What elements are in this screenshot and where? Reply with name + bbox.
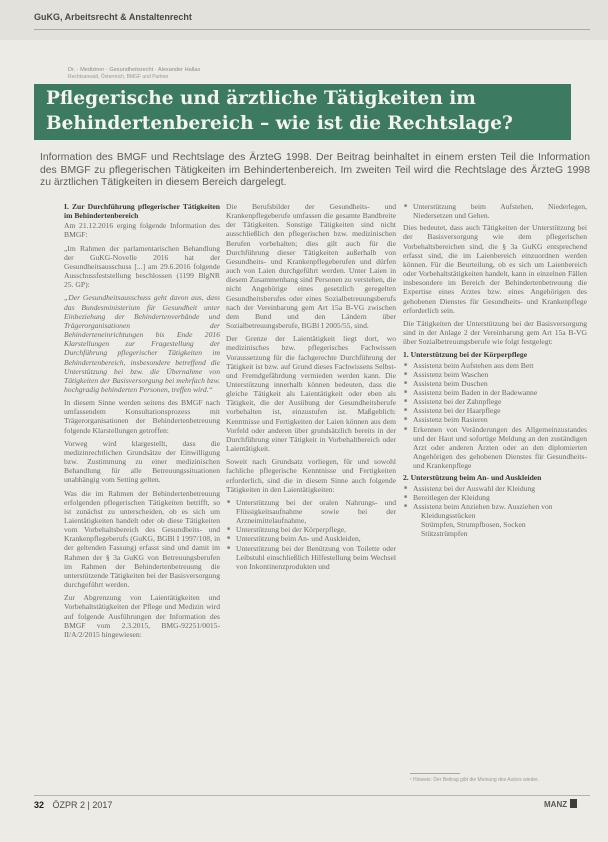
publisher-logo: [544, 799, 577, 809]
list-item: ■ Assistenz bei der Zahnpflege: [403, 397, 587, 406]
section-heading: I. Zur Durchführung pflegerischer Tätigkeiten im Behindertenbereich: [64, 202, 220, 221]
paragraph: Die Tätigkeiten der Unterstützung bei der Basisversorgung sind in der Anlage 2 der Vereinbarung gem Art 15a B-VG über Sozialbetreuungsberufe wie folgt festgelegt:: [403, 318, 587, 347]
bullet-list: [403, 361, 587, 471]
bullet-list: [403, 202, 587, 220]
text-column-3: [403, 202, 587, 541]
list-item: ■ Assistenz beim Anziehen bzw. Ausziehen von: [403, 502, 587, 511]
paragraph: Was die im Rahmen der Behindertenbetreuung erfolgenden pflegerischen Tätigkeiten betrifft, so ist zunächst zu unterscheiden, ob es sich um Laientätigkeiten handelt oder ob diese Tätigkeiten vom Vorbehaltsbereich des Gesundheits- und Krankenpflegeberufs (GuKG, BGBl I 1997/108, in der geltenden Fassung) erfasst sind und damit im Rahmen der § 3a GuKG von Betreuungsberufen im Rahmen der Behindertenbetreuung die unterstützende Tätigkeiten bei der Basisversorgung durchgeführt werden.: [64, 488, 220, 590]
paragraph: Der Grenze der Laientätigkeit liegt dort, wo medizinisches bzw. pflegerisches Fachwissen Voraussetzung für die fachgerechte Durchführung der Tätigkeit ist bzw. auf Grund dieses Fachwissens Selbst- und Fremdgefährdung vermieden werden kann. Die Unterstützung innerhalb können bedeuten, dass die gleiche Tätigkeit als Laientätigkeit oder eben als Tätigkeit, die der Ausübung der Gesundheitsberufe vorbehalten ist, einzustufen ist. Maßgeblich: Kenntnisse und Fertigkeiten der Laien können aus dem Vorfeld oder anderen über grundsätzlich bereits in der Durchführung einer Tätigkeit in Vorbehaltbereich oder Laientätigkeit.: [226, 334, 396, 454]
footnote-rule: [410, 773, 460, 774]
list-item: ■ Assistenz beim Duschen: [403, 379, 587, 388]
header-rule: [34, 29, 590, 30]
article-title-line-2: Behindertenbereich – wie ist die Rechtslage?: [46, 113, 513, 134]
footer-page-info: [34, 800, 112, 810]
paragraph: „Im Rahmen der parlamentarischen Behandlung der GuKG-Novelle 2016 hat der Gesundheitsausschuss [...] am 29.6.2016 folgende Ausschussfeststellung beschlossen (1199 BlgNR 25. GP):: [64, 243, 220, 290]
list-subitem: Kleidungsstücken: [421, 511, 476, 520]
paragraph: Zur Abgrenzung von Laientätigkeiten und Vorbehaltstätigkeiten der Pflege und Medizin wird auf folgende Ausführungen der Information des BMGF vom 2.3.2015, BMG-92251/0015-II/A/2/2015 hingewiesen:: [64, 593, 220, 639]
footer-rule: [34, 795, 590, 796]
list-item: ■ Assistenz bei der Haarpflege: [403, 406, 587, 415]
list-item: ■ Unterstützung beim An- und Auskleiden,: [226, 534, 396, 543]
author-affiliation: Rechtsanwalt, Österreich, BMGF und Partner: [68, 74, 169, 80]
bullet-list: [403, 484, 587, 539]
paragraph: In diesem Sinne werden seitens des BMGF nach umfassendem Konsultationsprozess mit Trägerorganisationen der Behindertenbetreuung folgende Klarstellungen getroffen:: [64, 398, 220, 435]
subsection-heading: 2. Unterstützung beim An- und Auskleiden: [403, 473, 542, 483]
list-item: ■ Assistenz beim Waschen: [403, 370, 587, 379]
list-item: ■ Assistenz beim Rasieren: [403, 415, 587, 424]
list-subitem: Strümpfen, Strumpfhosen, Socken: [421, 520, 526, 530]
publisher-mark-icon: [570, 799, 577, 808]
journal-issue: ÖZPR 2 | 2017: [52, 800, 113, 810]
page-number: 32: [34, 800, 45, 810]
text-column-1: [64, 202, 220, 643]
bullet-list: [226, 498, 396, 571]
list-item: ■ Assistenz beim Baden in der Badewanne: [403, 388, 587, 397]
paragraph: Dies bedeutet, dass auch Tätigkeiten der Unterstützung bei der Basisversorgung wie dem pflegerischen Vorbehaltsbereichen sind, die § 3a GuKG entsprechend erfasst sind, die im Laienbereich einzuordnen werden können. Für die Beurteilung, ob es sich um Laienbereich oder Vorbehaltstätigkeiten handelt, kann in einzelnen Fällen insbesondere im Bereich der Behindertenbetreuung die Expertise eines Arztes bzw. eines Angehörigen des gehobenen Dienstes für Gesundheits- und Krankenpflege erforderlich sein.: [403, 223, 587, 315]
list-item: ■ Erkennen von Veränderungen des Allgemeinzustandes und der Haut und sofortige Meldung an den zuständigen Arzt oder anderen Ärzten oder an den diplomierten Angehörigen des gehobenen Dienstes für Gesundheits- und Krankenpflege: [403, 425, 587, 471]
subsection-heading: 1. Unterstützung bei der Körperpflege: [403, 350, 528, 360]
list-item: ■ Unterstützung bei der oralen Nahrungs- und Flüssigkeitsaufnahme sowie bei der Arzneimittelaufnahme,: [226, 498, 396, 525]
list-subitem: Stützstrümpfen: [421, 529, 468, 539]
paragraph: Vorweg wird klargestellt, dass die medizinrechtlichen Grundsätze der Einwilligung bzw. Zustimmung zu einer medizinischen Behandlung für alle Betreuungssituationen unabhängig vom Setting gelten.: [64, 438, 220, 485]
section-label: GuKG, Arbeitsrecht & Anstaltenrecht: [34, 12, 192, 22]
list-item: ■ Unterstützung bei der Körperpflege,: [226, 525, 396, 534]
list-item: ■ Assistenz bei der Auswahl der Kleidung: [403, 484, 587, 493]
footnote: ¹ Hinweis: Der Beitrag gibt die Meinung des Autors wieder.: [410, 777, 539, 783]
list-item: ■ Unterstützung bei der Benützung von Toilette oder Leibstuhl einschließlich Hilfestellung beim Wechsel von Inkontinenzprodukten und: [226, 544, 396, 571]
list-item: ■ Bereitlegen der Kleidung: [403, 493, 587, 502]
author-byline: Dr. · Mediziner · Gesundheitsrecht · Alexander Hallas: [68, 67, 201, 73]
article-title-line-1: Pflegerische und ärztliche Tätigkeiten im: [46, 88, 476, 109]
publisher-name: MANZ: [544, 800, 568, 809]
list-item: ■ Assistenz beim Aufstehen aus dem Bett: [403, 361, 587, 370]
paragraph: Die Berufsbilder der Gesundheits- und Krankenpflegeberufe umfassen die gesamte Bandbreite der Tätigkeiten. Sonstige Tätigkeiten sind nicht ausschließlich den pflegerischen bzw. medizinischen Berufen vorbehalten; dies gilt auch für die Durchführung dieser Tätigkeiten außerhalb von Gesundheits- und Krankenpflegeberufen und dürfen auch von Laien durchgeführt werden. Unter Laien in diesem Zusammenhang sind Personen zu verstehen, die nicht Angehörige eines gesetzlich geregelten Gesundheitsberufes oder eines Sozialbetreuungsberufs nach der Vereinbarung gem Art 15a B-VG zwischen dem Bund und den Ländern über Sozialbetreuungsberufe, BGBl I 2005/55, sind.: [226, 202, 396, 331]
text-column-2: [226, 202, 396, 574]
article-title-bar: [34, 84, 571, 140]
paragraph: Am 21.12.2016 erging folgende Information des BMGF:: [64, 221, 220, 240]
article-lead: Information des BMGF und Rechtslage des ÄrzteG 1998. Der Beitrag beinhaltet in einem ersten Teil die Information des BMGF zu pflegerischen Tätigkeiten im Behindertenbereich. Im zweiten Teil wird die Rechtslage des ÄrzteG 1998 zu ärztlichen Tätigkeiten in diesem Bereich dargelegt.: [40, 152, 590, 189]
list-item: ■ Unterstützung beim Aufstehen, Niederlegen, Niedersetzen und Gehen.: [403, 202, 587, 220]
quoted-paragraph: „Der Gesundheitsausschuss geht davon aus, dass das Bundesministerium für Gesundheit unter Einbeziehung der Behindertenverbände und Trägerorganisationen der Behinderteneinrichtungen bis Ende 2016 Klarstellungen zur Fragestellung der Durchführung pflegerischer Tätigkeiten im Behindertenbereich, insbesondere betreffend die Unterstützung bei bzw. die Übernahme von Tätigkeiten der Basisversorgung bei mehrfach bzw. hochgradig behinderten Personen, treffen wird.“: [64, 293, 220, 394]
paragraph: Soweit nach Grundsatz vorliegen, für und sowohl fachliche pflegerische Kenntnisse und Fertigkeiten erforderlich, sind die in diesem Sinne auch folgende Tätigkeiten in den Laientätigkeiten:: [226, 457, 396, 494]
